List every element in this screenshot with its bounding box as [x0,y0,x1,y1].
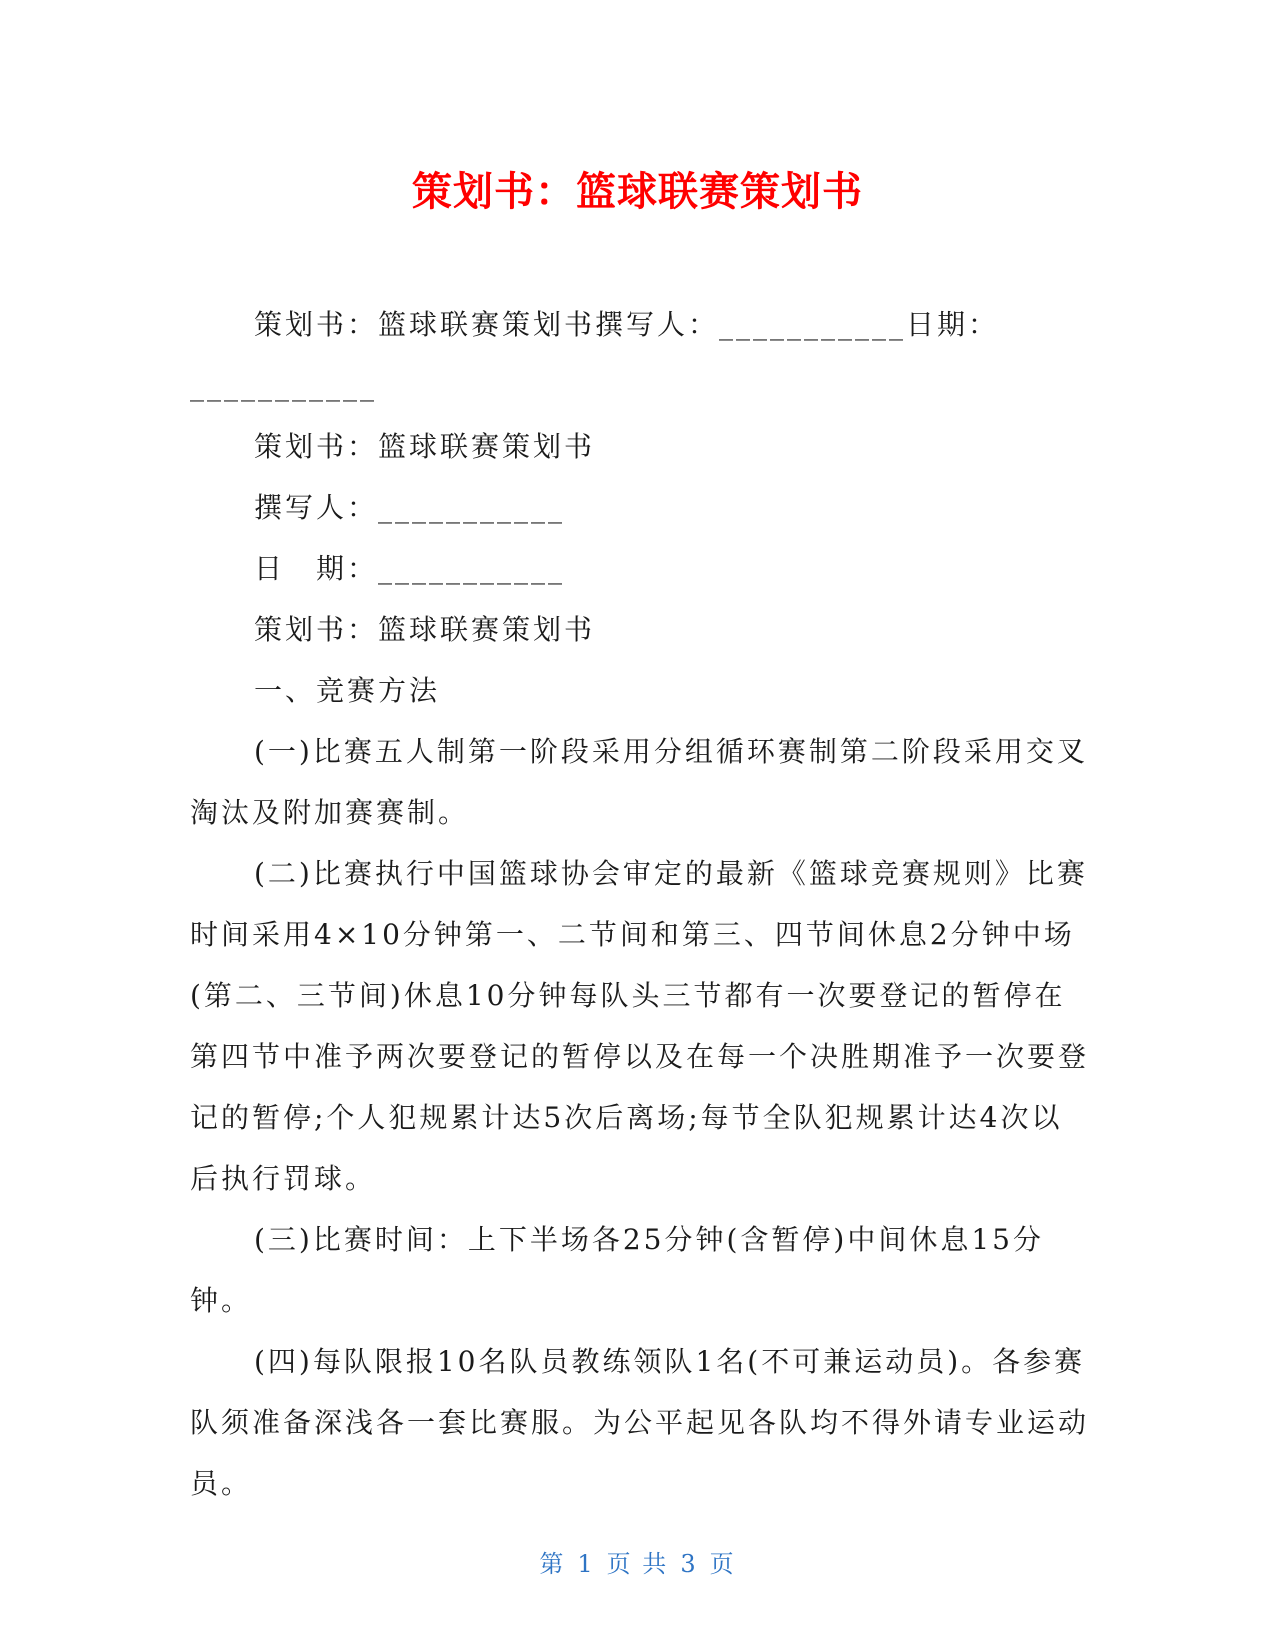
document-body [190,294,1090,1514]
document-title: 策划书：篮球联赛策划书 [412,169,863,215]
author-date-line: 策划书：篮球联赛策划书撰写人：___________日期：___________ [190,308,1000,402]
date-line: 日 期：___________ [254,552,566,585]
subtitle-line: 策划书：篮球联赛策划书 [254,430,596,463]
rule-paragraph-3: (三)比赛时间：上下半场各25分钟(含暂停)中间休息15分钟。 [190,1223,1044,1317]
rule-paragraph-1: (一)比赛五人制第一阶段采用分组循环赛制第二阶段采用交叉淘汰及附加赛赛制。 [190,735,1088,829]
author-line: 撰写人：___________ [254,491,566,524]
rule-paragraph-2: (二)比赛执行中国篮球协会审定的最新《篮球竞赛规则》比赛时间采用4×10分钟第一、二节间和第三、四节间休息2分钟中场(第二、三节间)休息10分钟每队头三节都有一次要登记的暂停在第四节中准予两次要登记的暂停以及在每一个决胜期准予一次要登记的暂停;个人犯规累计达5次后离场;每节全队犯规累计达4次以后执行罚球。 [190,857,1090,1195]
footer-current-page: 1 [577,1550,595,1578]
subtitle-line-repeat: 策划书：篮球联赛策划书 [254,613,596,646]
section-heading: 一、竞赛方法 [254,674,441,707]
footer-middle: 页 共 [606,1550,669,1578]
rule-paragraph-4: (四)每队限报10名队员教练领队1名(不可兼运动员)。各参赛队须准备深浅各一套比赛服。为公平起见各队均不得外请专业运动员。 [190,1345,1090,1500]
footer-suffix: 页 [709,1550,736,1578]
page-footer [0,1548,1275,1580]
footer-prefix: 第 [539,1550,566,1578]
footer-total-pages: 3 [680,1550,698,1578]
